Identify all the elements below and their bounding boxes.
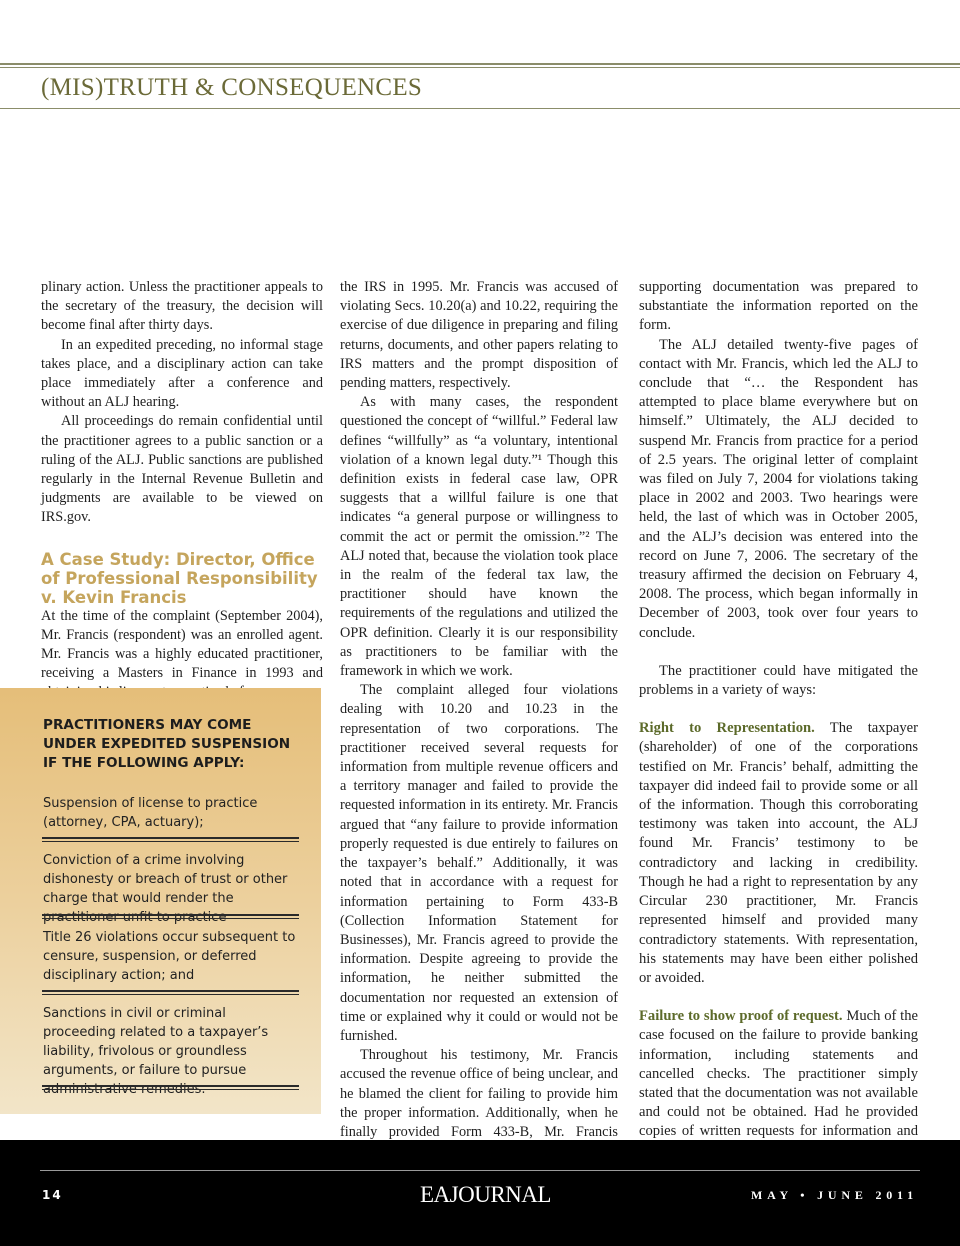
right-to-representation-lead: Right to Representation. [639,720,815,737]
column-3 [639,278,918,1161]
sidebar-heading: PRACTITIONERS MAY COME UNDER EXPEDITED SUSPENSION IF THE FOLLOWING APPLY: [43,717,291,771]
col2-paragraph: Throughout his testimony, Mr. Francis accused the revenue office of being unclear, and he blamed the client for failing to provide him the proper information. Additionally, when he finally provided Form 433-B, Mr. Francis [340,1047,618,1140]
col3-paragraph [639,719,918,988]
col3-paragraph-body: Much of the case focused on the failure to provide banking information, including statements and cancelled checks. The practitioner simply stated that the documentation was not available and could not be obtained. Had he provided copies of written requests for information and [639,1008,919,1140]
col1-paragraph: In an expedited preceding, no informal stage takes place, and a disciplinary action can take place immediately after a conference and without an ALJ hearing. [41,336,323,411]
col1-paragraph: At the time of the complaint (September 2004), Mr. Francis (respondent) was an enrolled agent. Mr. Francis was a highly educated practitioner, receiving a Masters in Finance in 1993 and [41,607,323,682]
footer-rule [40,1170,920,1171]
sidebar-item: Suspension of license to practice (attorney, CPA, actuary); [43,796,258,830]
issue-date: MAY • JUNE 2011 [751,1188,918,1202]
sidebar-divider [42,837,299,842]
col1-paragraph: All proceedings do remain confidential until the practitioner agrees to a public sanction or a ruling of the ALJ. Public sanctions are published regularly in the Internal Revenue Bulletin and judgments are available to be viewed on IRS.gov. [41,413,323,526]
col3-paragraph: The ALJ detailed twenty-five pages of contact with Mr. Francis, which led the ALJ to conclude that “… the Respondent has attempted to place blame everywhere but on himself.” Ultimately, the ALJ decided to suspend Mr. Francis from practice for a period of 2.5 years. The original letter of complaint was filed on July 7, 2004 for violations taking place in 2002 and 2003. Two hearings were held, the last of which was in October 2005, and the ALJ’s decision was entered into the record on June 7, 2006. The secretary of the treasury affirmed the decision on February 4, 2008. The process, which began informally in December of 2003, took over four years to conclude. [639,336,918,641]
column-1 [41,278,323,703]
sidebar-item: Conviction of a crime involving dishonesty or breach of trust or other charge that would render the practitioner unfit to practice [43,853,288,925]
header-rule-top [0,63,960,65]
page-number: 14 [42,1188,63,1202]
sidebar-item: Title 26 violations occur subsequent to censure, suspension, or deferred disciplinary action; and [43,930,296,983]
sidebar-divider [42,990,299,995]
col3-paragraph [639,1007,918,1161]
col3-paragraph: supporting documentation was prepared to substantiate the information reported on the form. [639,279,918,334]
sidebar-divider [42,914,299,919]
sidebar-divider [42,1085,299,1090]
col2-paragraph: the IRS in 1995. Mr. Francis was accused of violating Secs. 10.20(a) and 10.22, requiring the exercise of due diligence in preparing and filing returns, documents, and other papers relating to IRS matters and the prompt disposition of pending matters, respectively. [340,279,618,392]
column-2 [340,278,618,1200]
page-footer [0,1140,960,1246]
sidebar-item: Sanctions in civil or criminal proceeding related to a taxpayer’s liability, frivolous or groundless arguments, or failure to pursue administrative remedies. [43,1006,269,1097]
col1-paragraph: plinary action. Unless the practitioner appeals to the secretary of the treasury, the decision will become final after thirty days. [41,279,323,334]
header-rule-top-thin [0,67,960,68]
ea-journal-logo: EAJOURNAL [420,1182,551,1207]
col2-paragraph: As with many cases, the respondent questioned the concept of “willful.” Federal law defines “willfully” as “a voluntary, intentional violation of a known legal duty.”¹ Though this definition exists in federal case law, OPR suggests that a willful failure is one that indicates “a general purpose or willingness to commit the act or permit the omission.”² The ALJ noted that, because the violation took place in the realm of the federal tax law, the practitioner should have known the requirements of the regulations and utilized the OPR definition. Clearly it is our responsibility as practitioners to be familiar with the framework in which we work. [340,394,618,680]
header-rule-bottom [0,108,960,109]
col2-paragraph: The complaint alleged four violations dealing with 10.20 and 10.23 in the representation of two corporations. The practitioner received several requests for information from multiple revenue officers and a territory manager and failed to provide the requested information in its entirety. Mr. Francis argued that “any failure to provide information properly requested is due entirely to failures on the taxpayer’s behalf.” Additionally, it was noted that in accordance with a request for information pertaining to Form 433-B (Collection Information Statement for Businesses), Mr. Francis agreed to provide the information. Despite agreeing to provide the information, he neither submitted the documentation nor requested an extension of time or explained why it could or would not be furnished. [340,682,618,1044]
section-title: (MIS)TRUTH & CONSEQUENCES [41,74,423,101]
expedited-suspension-sidebar [0,688,321,1114]
failure-to-show-proof-lead: Failure to show proof of request. [639,1008,843,1025]
col3-paragraph: The practitioner could have mitigated the problems in a variety of ways: [639,662,918,699]
case-study-heading: A Case Study: Director, Office of Professional Responsibility v. Kevin Francis [41,549,318,607]
col3-paragraph-body: The taxpayer (shareholder) of one of the corporations testified on Mr. Francis’ behalf, admitting the taxpayer did indeed fail to provide some or all of the information. Though this corroborating testimony was taken into account, the ALJ found Mr. Francis’ testimony to be contradictory and lacking in credibility. Though he had a right to representation by any Circular 230 practitioner, Mr. Francis represented himself and provided many contradictory statements. With representation, his statements may have been either polished or avoided. [639,720,918,986]
